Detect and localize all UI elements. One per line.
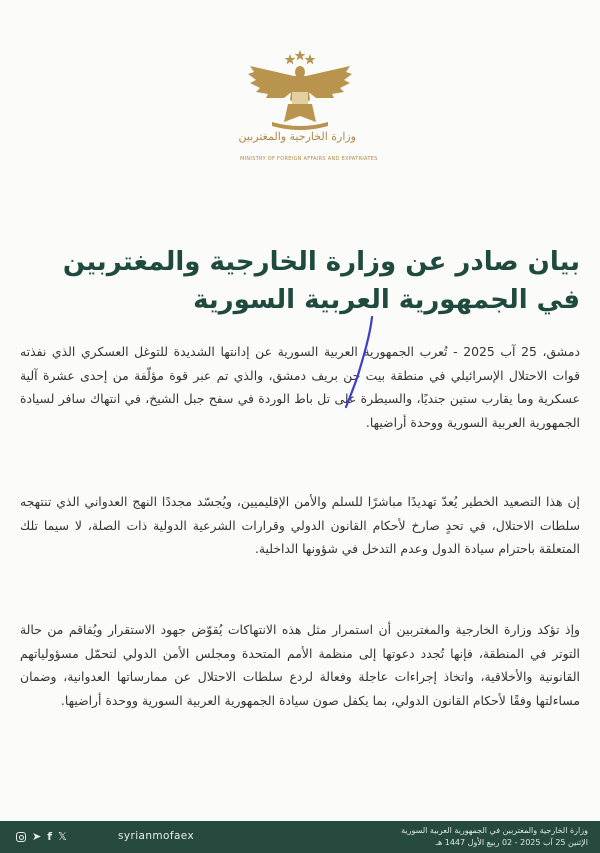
social-icons <box>16 829 67 845</box>
footer-org-line: وزارة الخارجية والمغتربين في الجمهورية العربية السورية <box>401 826 588 835</box>
instagram-icon[interactable] <box>16 832 26 842</box>
body-paragraph-3: وإذ تؤكد وزارة الخارجية والمغتربين أن استمرار مثل هذه الانتهاكات يُقوّض جهود الاستقرار ويُفاقم من حالة التوتر في المنطقة، فإنها تُجدد دعوتها إلى منظمة الأمم المتحدة ومجلس الأمن الدولي لتحمّل مسؤولياتهم القانونية والأخلاقية، واتخاذ إجراءات عاجلة وفعالة لردع سلطات الاحتلال عن ممارساتها العدوانية، وضمان مساءلتها وفقًا لأحكام القانون الدولي، بما يكفل صون سيادة الجمهورية العربية السورية ووحدة أراضيها. <box>20 622 580 708</box>
facebook-icon[interactable]: f <box>47 830 53 843</box>
pen-mark <box>340 315 380 410</box>
footer-date-line: الإثنين 25 آب 2025 - 02 ربيع الأول 1447 هـ <box>435 838 588 847</box>
body-paragraph-2: إن هذا التصعيد الخطير يُعدّ تهديدًا مباشرًا للسلم والأمن الإقليميين، ويُجسّد مجددًا النهج العدواني الذي تنتهجه سلطات الاحتلال، في تحدٍ صارخ لأحكام القانون الدولي وقرارات الشرعية الدولية ذات الصلة، لا سيما تلك المتعلقة باحترام سيادة الدول وعدم التدخل في شؤونها الداخلية. <box>20 494 580 557</box>
footer-meta <box>358 825 588 849</box>
social-handle[interactable]: syrianmofaex <box>118 830 195 842</box>
emblem-arabic-name: وزارة الخارجية والمغتربين <box>238 130 356 143</box>
page-title-line1: بيان صادر عن وزارة الخارجية والمغتربين <box>62 247 580 277</box>
body-paragraph-1: دمشق، 25 آب 2025 - تُعرب الجمهورية العربية السورية عن إدانتها الشديدة للتوغل العسكري الذي نفذته قوات الاحتلال الإسرائيلي في منطقة بيت جن بريف دمشق، والذي تم عبر قوة مؤلّفة من إحدى عشرة آلية عسكرية وما يقارب ستين جنديًا، والسيطرة على تل باط الوردة في سفح جبل الشيخ، في انتهاك سافر لسيادة الجمهورية العربية السورية ووحدة أراضيها. <box>20 344 580 430</box>
ministry-emblem <box>238 50 378 168</box>
x-icon[interactable]: 𝕏 <box>58 830 67 843</box>
page-title-line2: في الجمهورية العربية السورية <box>193 285 580 315</box>
emblem-english-name: MINISTRY OF FOREIGN AFFAIRS AND EXPATRIATES <box>240 156 378 162</box>
telegram-icon[interactable]: ➤ <box>32 830 42 843</box>
eagle-icon <box>244 50 356 130</box>
footer-bar <box>0 821 600 853</box>
